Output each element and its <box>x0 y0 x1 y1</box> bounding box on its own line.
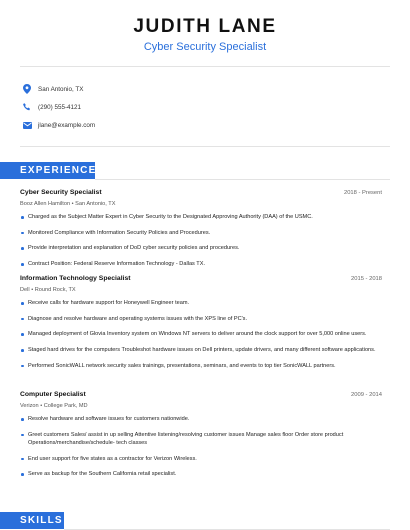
list-item: Serve as backup for the Southern California retail specialist. <box>20 470 382 478</box>
list-item: Performed SonicWALL network security sales trainings, presentations, seminars, and events to top tier SonicWALL partners. <box>20 362 382 370</box>
header-divider <box>20 66 390 67</box>
job-company: Verizon • College Park, MD <box>20 403 88 409</box>
contact-phone <box>22 100 81 114</box>
list-item: Managed deployment of Glovia Inventory system on Windows NT servers to deliver around the clock support for over 5,000 online users. <box>20 330 382 338</box>
resume-name: JUDITH LANE <box>133 16 277 37</box>
contact-email-text[interactable]: jlane@example.com <box>38 121 96 129</box>
contact-email[interactable] <box>22 118 95 132</box>
job-company: Booz Allen Hamilton • San Antonio, TX <box>20 201 116 207</box>
job-entry <box>20 189 382 268</box>
list-item: Provide interpretation and explanation of DoD cyber security policies and procedures. <box>20 244 382 252</box>
list-item: Resolve hardware and software issues for customers nationwide. <box>20 415 382 423</box>
list-item: Receive calls for hardware support for Honeywell Engineer team. <box>20 299 382 307</box>
map-pin-icon <box>22 84 32 94</box>
contact-location-text: San Antonio, TX <box>38 85 84 93</box>
list-item: Staged hard drives for the computers Troubleshot hardware issues on Dell printers, update drivers, and many different software applications. <box>20 346 382 354</box>
list-item: Diagnose and resolve hardware and operating systems issues with the XPS line of PC's. <box>20 315 382 323</box>
job-dates: 2009 - 2014 <box>351 392 382 398</box>
contact-divider <box>20 146 390 147</box>
job-title: Cyber Security Specialist <box>20 189 102 196</box>
job-entry <box>20 391 382 479</box>
list-item: End user support for five states as a contractor for Verizon Wireless. <box>20 455 382 463</box>
resume-title: Cyber Security Specialist <box>143 41 267 53</box>
section-underline <box>95 179 390 180</box>
job-title: Information Technology Specialist <box>20 275 131 282</box>
list-item: Contract Position: Federal Reserve Information Technology - Dallas TX. <box>20 260 382 268</box>
job-dates: 2018 - Present <box>343 190 382 196</box>
job-dates: 2015 - 2018 <box>351 276 382 282</box>
job-entry <box>20 275 382 370</box>
list-item: Monitored Compliance with Information Security Policies and Procedures. <box>20 229 382 237</box>
email-icon <box>22 120 32 130</box>
contact-phone-text: (290) 555-4121 <box>38 103 82 111</box>
section-header-experience: EXPERIENCE <box>0 162 95 179</box>
section-header-skills: SKILLS <box>0 512 64 529</box>
job-title: Computer Specialist <box>20 391 86 398</box>
list-item: Greet customers Sales/ assist in up selling Attentive listening/resolving customer issues Manage sales floor Order store product Operations/merchandise/schedule- tech classes <box>20 431 382 447</box>
list-item: Charged as the Subject Matter Expert in Cyber Security to the Designated Approving Authority (DAA) of the USMC. <box>20 213 382 221</box>
contact-location <box>22 82 83 96</box>
job-company: Dell • Round Rock, TX <box>20 287 76 293</box>
phone-icon <box>22 102 32 112</box>
